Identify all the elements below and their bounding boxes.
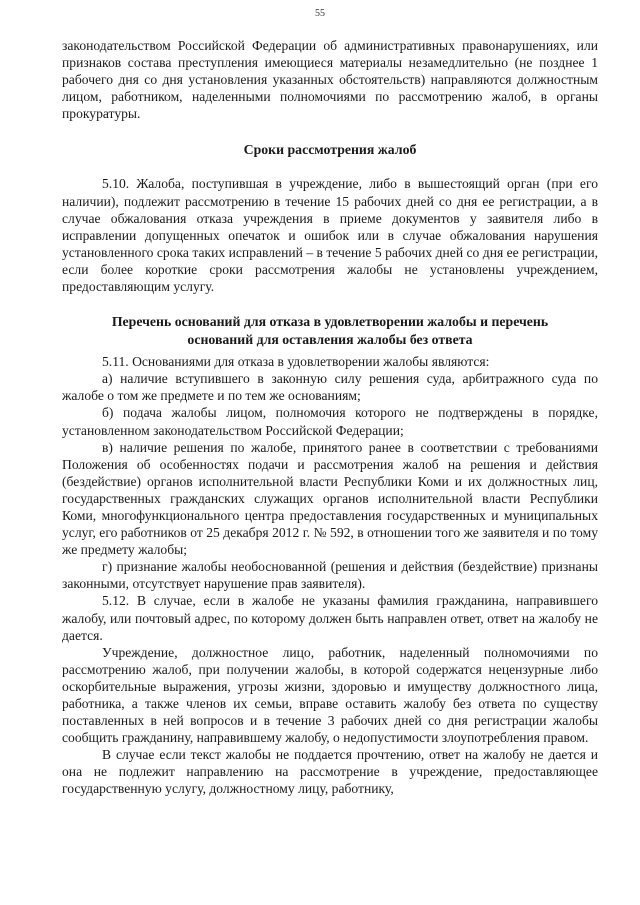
paragraph-5-11: 5.11. Основаниями для отказа в удовлетворении жалобы являются: (102, 354, 490, 370)
list-item-b: б) подача жалобы лицом, полномочия которого не подтверждены в порядке, установленном законодательством Российской Федерации; (62, 405, 598, 438)
page-number: 55 (315, 8, 325, 19)
section-heading-refusal-grounds (62, 313, 598, 349)
list-item-a: а) наличие вступившего в законную силу решения суда, арбитражного суда по жалобе о том же предмете и по тем же основаниям; (62, 371, 598, 404)
intro-paragraph: законодательством Российской Федерации об административных правонарушениях, или признаков состава преступления имеющиеся материалы незамедлительно (не позднее 1 рабочего дня со дня установления указанных обстоятельств) направляются должностным лицом, работником, наделенными полномочиями по рассмотрению жалоб, в органы прокуратуры. (62, 38, 598, 122)
section-heading-line-2: оснований для оставления жалобы без ответа (187, 332, 473, 348)
document-body (62, 37, 598, 798)
paragraph-5-12: 5.12. В случае, если в жалобе не указаны фамилия гражданина, направившего жалобу, или почтовый адрес, по которому должен быть направлен ответ, ответ на жалобу не дается. (62, 593, 598, 643)
paragraph-unreadable-complaint: В случае если текст жалобы не поддается прочтению, ответ на жалобу не дается и она не подлежит направлению на рассмотрение в учреждение, предоставляющее государственную услугу, должностному лицу, работнику, (62, 747, 598, 797)
paragraph-5-10: 5.10. Жалоба, поступившая в учреждение, либо в вышестоящий орган (при его наличии), подлежит рассмотрению в течение 15 рабочих дней со дня ее регистрации, а в случае обжалования отказа учреждения в приеме документов у заявителя либо в исправлении допущенных опечаток и ошибок или в случае обжалования нарушения установленного срока таких исправлений – в течение 5 рабочих дней со дня ее регистрации, если более короткие сроки рассмотрения жалобы не установлены учреждением, предоставляющим услугу. (62, 176, 598, 295)
list-item-v: в) наличие решения по жалобе, принятого ранее в соответствии с требованиями Положения об особенностях подачи и рассмотрения жалоб на решения и действия (бездействие) органов исполнительной власти Республики Коми и их должностных лиц, государственных гражданских служащих органов исполнительной власти Республики Коми, многофункционального центра предоставления государственных и муниципальных услуг, его работников от 25 декабря 2012 г. № 592, в отношении того же заявителя и по тому же предмету жалобы; (62, 439, 598, 558)
list-item-g: г) признание жалобы необоснованной (решения и действия (бездействие) признаны законными, отсутствует нарушение прав заявителя). (62, 559, 598, 592)
section-heading-line-1: Перечень оснований для отказа в удовлетворении жалобы и перечень (111, 314, 549, 330)
section-heading-review-terms: Сроки рассмотрения жалоб (243, 142, 417, 158)
paragraph-abusive-complaint: Учреждение, должностное лицо, работник, наделенный полномочиями по рассмотрению жалоб, при получении жалобы, в которой содержатся нецензурные либо оскорбительные выражения, угрозы жизни, здоровью и имуществу должностного лица, работника, а также членов их семьи, вправе оставить жалобу без ответа по существу поставленных в ней вопросов и в течение 3 рабочих дней со дня регистрации жалобы сообщить гражданину, направившему жалобу, о недопустимости злоупотребления правом. (62, 644, 598, 746)
